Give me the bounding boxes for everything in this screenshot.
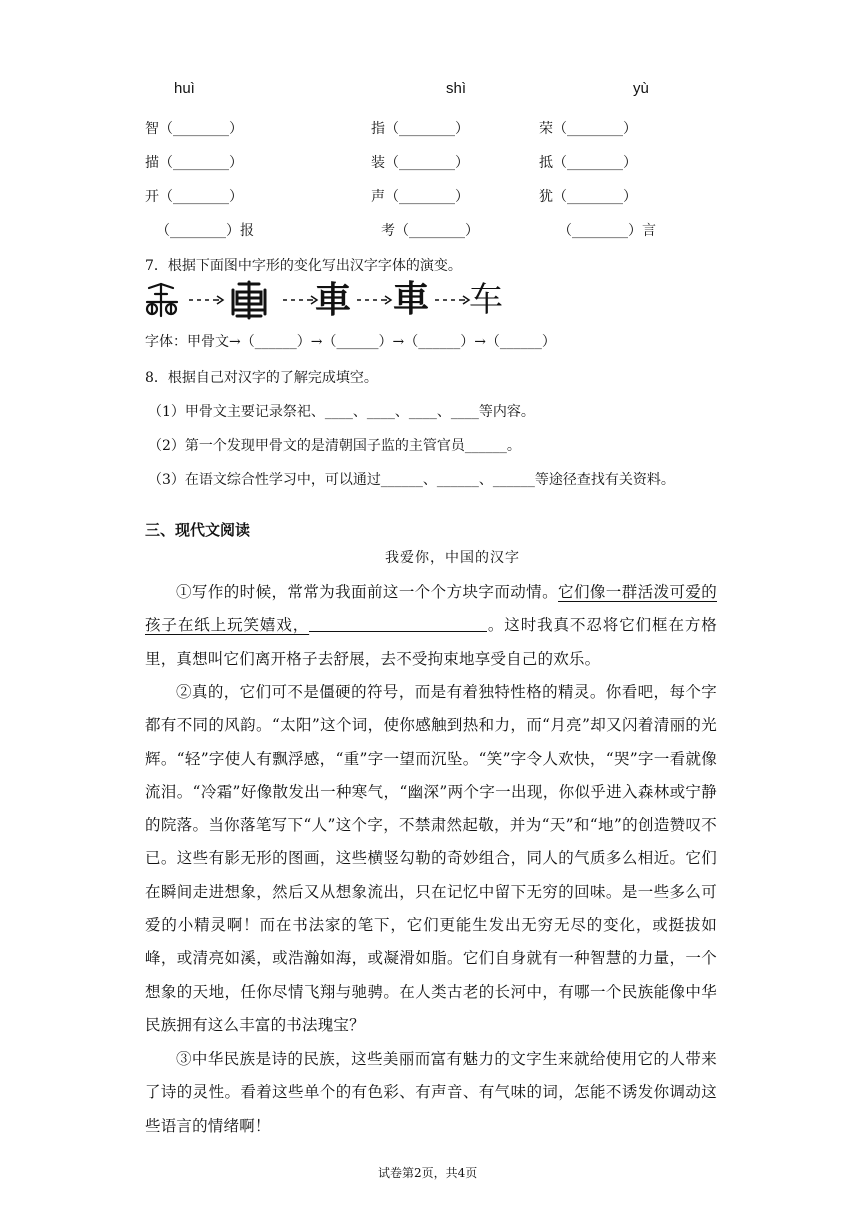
char-blank-3-1[interactable]: 开（________） [145,189,243,205]
pinyin-yu: yù [633,80,649,97]
paragraph-1-lead: ①写作的时候，常常为我面前这一个个方块字而动情。 [176,583,559,601]
q8-item-2[interactable]: （2）第一个发现甲骨文的是清朝国子监的主管官员______。 [148,438,521,454]
paragraph-3: ③中华民族是诗的民族，这些美丽而富有魅力的文字生来就给使用它的人带来了诗的灵性。看着这些单个的有色彩、有声音、有气味的词，怎能不诱发你调动这些语言的情绪啊！ [145,1050,717,1135]
clerical-glyph: 車 [393,279,430,320]
char-blank-4-2[interactable]: 考（________） [381,223,479,239]
arrow-1-icon [187,290,227,310]
bronze-glyph-icon [229,280,269,320]
underlined-sentence: 它们像一群活泼可爱的孩子在纸上玩笑嬉戏， [145,583,717,635]
char-blank-3-3[interactable]: 犹（________） [539,189,637,205]
char-blank-2-2[interactable]: 装（________） [371,155,469,171]
char-blank-3-2[interactable]: 声（________） [371,189,469,205]
simplified-glyph: 车 [469,280,503,320]
seal-glyph: 車 [315,279,352,321]
q8-item-1[interactable]: （1）甲骨文主要记录祭祀、____、____、____、____等内容。 [148,404,535,420]
char-blank-2-1[interactable]: 描（________） [145,155,243,171]
q8-item-3[interactable]: （3）在语文综合性学习中，可以通过______、______、______等途径查找有关资料。 [148,472,675,488]
arrow-3-icon [355,290,395,310]
char-blank-2-3[interactable]: 抵（________） [539,155,637,171]
paragraph-1 [145,576,717,676]
page-footer: 试卷第2页，共4页 [378,1166,478,1180]
article-title: 我爱你，中国的汉字 [385,550,520,566]
q8-prompt: 8．根据自己对汉字的了解完成填空。 [145,370,378,386]
paragraph-2: ②真的，它们可不是僵硬的符号，而是有着独特性格的精灵。你看吧，每个字都有不同的风韵。“太阳”这个词，使你感触到热和力，而“月亮”却又闪着清丽的光辉。“轻”字使人有飘浮感，“重”字一望而沉坠。“笑”字令人欢快，“哭”字一看就像流泪。“冷霜”好像散发出一种寒气，“幽深”两个字一出现，你似乎进入森林或宁静的院落。当你落笔写下“人”这个字，不禁肃然起敬，并为“天”和“地”的创造赞叹不已。这些有影无形的图画，这些横竖勾勒的奇妙组合，同人的气质多么相近。它们在瞬间走进想象，然后又从想象流出，只在记忆中留下无穷的回味。是一些多么可爱的小精灵啊！而在书法家的笔下，它们更能生发出无穷无尽的变化，或挺拔如峰，或清亮如溪，或浩瀚如海，或凝滑如脂。它们自身就有一种智慧的力量，一个想象的天地，任你尽情飞翔与驰骋。在人类古老的长河中，有哪一个民族能像中华民族拥有这么丰富的书法瑰宝？ [145,683,717,1034]
arrow-4-icon [433,290,473,310]
section-heading: 三、现代文阅读 [145,521,251,539]
char-blank-1-2[interactable]: 指（________） [371,121,469,137]
answer-blank[interactable] [309,617,487,632]
q7-evolution-answer[interactable]: 字体：甲骨文→（______）→（______）→（______）→（______） [145,334,556,350]
paragraph-1-tail: 。这时我真不忍将它们框在方格里，真想叫它们离开格子去舒展，去不受拘束地享受自己的欢乐。 [145,616,717,668]
char-blank-1-1[interactable]: 智（________） [145,121,243,137]
oracle-bone-glyph-icon [143,280,183,320]
char-blank-4-3[interactable]: （________）言 [558,223,656,239]
q7-prompt: 7．根据下面图中字形的变化写出汉字字体的演变。 [145,258,462,274]
char-blank-4-1[interactable]: （________）报 [156,223,254,239]
char-blank-1-3[interactable]: 荣（________） [539,121,637,137]
pinyin-hui: huì [174,80,195,97]
pinyin-shi: shì [446,80,467,97]
